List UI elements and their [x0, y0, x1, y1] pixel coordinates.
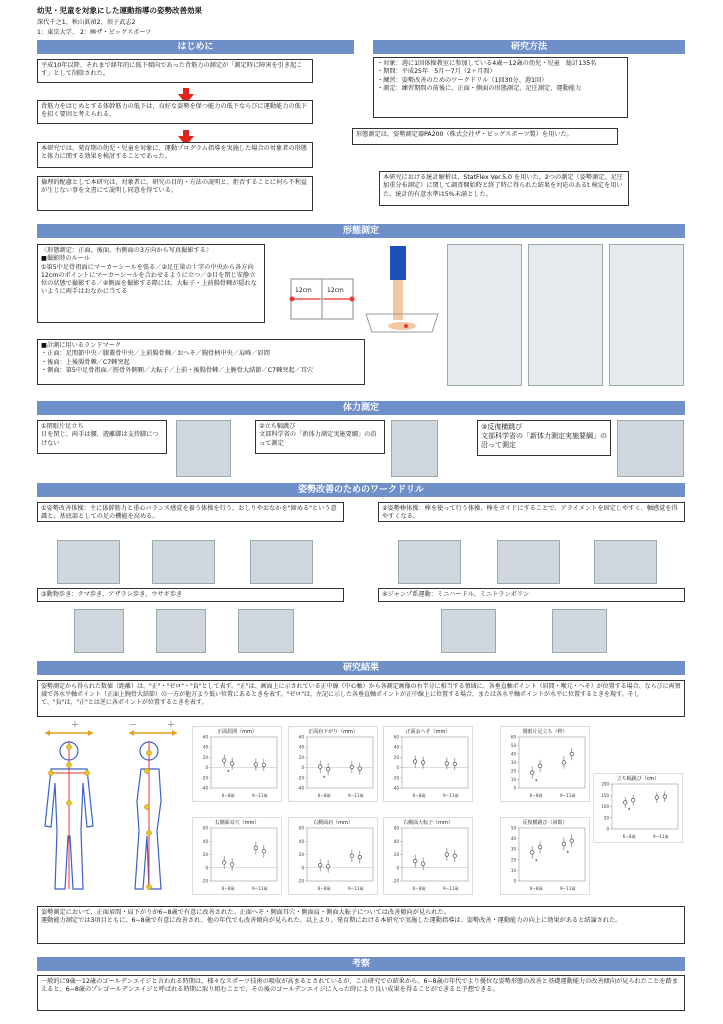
- plot-frame: [211, 737, 277, 788]
- chart-svg: [501, 727, 589, 801]
- x-tick-label: 6−8歳: [221, 886, 235, 891]
- methods-device: 形態測定は、姿勢測定器PA200（株式会社ザ・ビッグスポーツ製）を用いた。: [352, 128, 618, 145]
- chart-panel: [593, 773, 683, 843]
- data-point: [230, 863, 234, 867]
- plot-frame: [519, 737, 585, 788]
- drill-4: ④ジャンプ系運動：ミニハードル、ミニトランポリン: [378, 588, 685, 602]
- chart-svg: [594, 774, 682, 842]
- y-tick-label: 0: [301, 765, 304, 771]
- chart-title: 正面肩下がり（mm）: [308, 729, 358, 735]
- fitness-photo-2: [391, 420, 438, 477]
- drill-photo: [552, 609, 607, 653]
- y-tick-label: -40: [297, 785, 304, 791]
- y-tick-label: 20: [510, 768, 516, 774]
- foot-marker-svg: [289, 275, 355, 323]
- y-tick-label: 40: [202, 744, 208, 750]
- chart-title: 正面眉間（mm）: [217, 729, 257, 735]
- chart-svg: [193, 727, 281, 801]
- body-diagram-svg: [37, 721, 187, 896]
- drill-3: ③動物歩き：クマ歩き、アザラシ歩き、ウサギ歩き: [37, 588, 344, 602]
- x-tick-label: 9−11歳: [559, 886, 576, 891]
- data-point: [350, 765, 354, 769]
- x-tick-label: 9−11歳: [442, 793, 459, 798]
- y-tick-label: 60: [202, 734, 208, 740]
- methods-period: ・期間：平成25年 5月～7月（2ヶ月間）: [377, 68, 496, 76]
- drill-photo: [74, 609, 124, 653]
- data-point: [413, 760, 417, 764]
- data-point: [445, 853, 449, 857]
- y-tick-label: 0: [396, 865, 399, 871]
- drill-photo: [398, 540, 461, 584]
- methods-heading: 研究方法: [373, 40, 685, 54]
- y-tick-label: 60: [510, 734, 516, 740]
- y-tick-label: 40: [393, 744, 399, 750]
- fitness-test-3: ③反復横跳び 文部科学省の「新体力測定実施要綱」の沿って測定: [477, 420, 611, 456]
- data-point: [538, 845, 542, 849]
- data-point: [421, 862, 425, 866]
- plot-frame: [402, 737, 468, 788]
- data-point: [530, 771, 534, 775]
- plot-frame: [211, 828, 277, 881]
- drill-1: ①姿勢改善体操：主に体幹筋力と重心バランス感覚を養う体操を行う。おしりやおなかを"締める"という意識と、基底部としての足の機能を高める。: [37, 502, 344, 522]
- plot-frame: [307, 828, 373, 881]
- standing-figure-illustration: [362, 244, 442, 334]
- y-tick-label: 0: [606, 826, 609, 832]
- fitness-photo-1: [176, 420, 231, 477]
- data-point: [453, 762, 457, 766]
- y-tick-label: 60: [393, 825, 399, 831]
- y-tick-label: -20: [392, 878, 399, 884]
- data-point: [350, 854, 354, 858]
- fitness-heading: 体力測定: [37, 401, 685, 415]
- y-tick-label: 20: [298, 852, 304, 857]
- y-tick-label: 30: [510, 846, 516, 852]
- x-tick-label: 6−8歳: [221, 793, 235, 798]
- x-tick-label: 6−8歳: [622, 834, 636, 839]
- data-point: [570, 839, 574, 843]
- results-summary: 姿勢測定において、正面眉間・肩下がりが6−8歳で有意に改善された。正面へそ・側面耳穴・側面肩・側面大転子については改善傾向が見られた。 運動能力測定では3項目ともに、6−8歳で有意に改善され、他の年代でも改善傾向が見られた。以上より、発育期における本研究で実施した運動指導は、姿勢改善・運動能力の向上に効果があると結論された。: [37, 906, 685, 944]
- significance-mark: *: [534, 778, 538, 785]
- morph-rules: 〈形態測定：正面、後面、右側面の3方向から写真撮影する〉 ■撮影時のルール ①第5中足骨祖面にマーカーシールを張る／②足圧量の十字の中央から各方向12cmのポイントにマーカーシールを合わせるように立つ／③目を閉じ安静立位の状態で撮影する／④側面を撮影する際には、大転子・上前腸骨棘が隠れないように両手はおなかに当てる: [37, 244, 265, 323]
- intro-p4: 倫理的配慮として本研究は、対象者に、研究の目的・方法の説明と、拒否することに何ら不利益が生じない事を文書にて説明し同意を得ている。: [37, 176, 313, 211]
- chart-title: 閉眼片足立ち（秒）: [522, 729, 568, 735]
- data-point: [318, 765, 322, 769]
- y-tick-label: 20: [393, 754, 399, 760]
- significance-mark: *: [322, 775, 326, 782]
- drill-photo: [238, 609, 294, 653]
- dim-left: 12cm: [295, 287, 312, 294]
- plot-frame: [519, 828, 585, 881]
- data-point: [326, 767, 330, 771]
- results-heading: 研究結果: [37, 661, 685, 675]
- y-tick-label: 0: [205, 765, 208, 771]
- data-point: [453, 854, 457, 858]
- data-point: [421, 761, 425, 765]
- data-point: [230, 762, 234, 766]
- data-point: [318, 863, 322, 867]
- significance-mark: *: [534, 858, 538, 865]
- significance-mark: *: [627, 807, 631, 814]
- y-tick-label: 20: [393, 852, 399, 857]
- chart-svg: [384, 727, 472, 801]
- y-tick-label: 20: [298, 754, 304, 760]
- data-point: [358, 855, 362, 859]
- data-point: [530, 851, 534, 855]
- chart-title: 右側面肩（mm）: [313, 820, 353, 826]
- y-tick-label: 10: [510, 867, 516, 873]
- x-tick-label: 9−11歳: [652, 834, 669, 839]
- shorts-shape: [390, 246, 406, 280]
- y-tick-label: 0: [205, 865, 208, 871]
- y-tick-label: 50: [603, 815, 609, 821]
- chart-svg: [193, 818, 281, 894]
- chart-panel: [500, 817, 590, 895]
- y-tick-label: 40: [298, 838, 304, 844]
- significance-mark: *: [566, 850, 570, 857]
- drill-heading: 姿勢改善のためのワークドリル: [37, 483, 685, 497]
- data-point: [623, 801, 627, 805]
- y-tick-label: 60: [202, 825, 208, 831]
- y-tick-label: -20: [297, 878, 304, 884]
- data-point: [254, 763, 258, 767]
- intro-p3: 本研究では、発育期の幼児・児童を対象に、運動プログラム指導を実施した場合の対象者の形態と体力に関する効果を検討することであった。: [37, 142, 313, 168]
- methods-practice: ・練習：姿勢改善のためのワークドリル（1回30分、週1回）: [377, 76, 548, 84]
- y-tick-label: 20: [202, 852, 208, 857]
- data-point: [262, 849, 266, 853]
- chart-title: 右側面大転子（mm）: [403, 820, 453, 826]
- x-tick-label: 9−11歳: [347, 886, 364, 891]
- y-tick-label: 150: [601, 792, 609, 798]
- chart-svg: [501, 818, 589, 894]
- y-tick-label: 0: [513, 785, 516, 791]
- data-point: [663, 795, 667, 799]
- drill-photo: [594, 540, 657, 584]
- x-tick-label: 6−8歳: [317, 793, 331, 798]
- x-tick-label: 9−11歳: [442, 886, 459, 891]
- posture-photo-back: [528, 244, 603, 386]
- data-point: [538, 764, 542, 768]
- plot-frame: [612, 784, 678, 829]
- chart-panel: [500, 726, 590, 802]
- y-tick-label: 40: [510, 836, 516, 842]
- chart-svg: [384, 818, 472, 894]
- discussion-heading: 考察: [37, 957, 685, 971]
- y-tick-label: 200: [601, 781, 609, 787]
- plot-frame: [307, 737, 373, 788]
- data-point: [222, 759, 226, 763]
- body-diagram: [37, 721, 187, 896]
- x-tick-label: 9−11歳: [251, 886, 268, 891]
- posture-photo-side: [609, 244, 684, 386]
- data-point: [562, 842, 566, 846]
- plus-sign: ＋: [167, 720, 175, 729]
- methods-stats: 本研究における統計解析は、StatFlex Ver.5.0 を用いた。2つの測定（姿勢測定、足圧加重分布測定）に関して調査開始時と終了時に得られた結果を対応のあるt 検定を用いた。統計的有意水準は5%未満とした。: [379, 171, 629, 206]
- fitness-test-1: ①閉眼片足立ち 目を閉じ、両手は腰、遊離脚は支持脚につけない: [37, 420, 167, 454]
- y-tick-label: 60: [393, 734, 399, 740]
- y-tick-label: 0: [301, 865, 304, 871]
- methods-measure: ・測定：練習期間の前後に、正面・側面の形態測定、足圧測定、運動能力: [377, 84, 582, 92]
- results-intro: 姿勢測定から得られた数値（距離）は、"正"・"ゼロ"・"負"として表す。"正"は、画面上に示されている正中線（中心軸）から各測定画像の右半分に相当する領域に、各垂直軸ポイント（眉間・喉元・へそ）が位置する場合、ならびに両領域で各水平軸ポイント（正面上腕骨大結節）の一方が他方より低い位置にあるときを表す。"ゼロ"は、左記に示した各垂直軸ポイントが正中線上に位置する場合、または各水平軸ポイントが水平に位置するときを現す。そして、"負"は、"正"とは逆に各ポイントが位置するときを表す。: [37, 680, 685, 717]
- drill-photo: [152, 540, 215, 584]
- chart-panel: [192, 817, 282, 895]
- y-tick-label: 60: [298, 825, 304, 831]
- plus-sign: ＋: [71, 720, 79, 729]
- drill-photo: [441, 609, 496, 653]
- y-tick-label: -20: [201, 775, 208, 781]
- x-tick-label: 9−11歳: [559, 793, 576, 798]
- chart-panel: [288, 817, 378, 895]
- chart-panel: [383, 726, 473, 802]
- y-tick-label: 60: [298, 734, 304, 740]
- x-tick-label: 6−8歳: [412, 886, 426, 891]
- data-point: [570, 752, 574, 756]
- y-tick-label: 10: [510, 777, 516, 782]
- fitness-test-2: ②立ち幅跳び 文部科学省の「新体力測定実施要綱」の沿って測定: [255, 420, 385, 454]
- drill-photo: [57, 540, 120, 584]
- chart-panel: [288, 726, 378, 802]
- significance-mark: *: [226, 769, 230, 776]
- poster-title: 幼児・児童を対象にした運動指導の姿勢改善効果: [37, 6, 202, 15]
- drill-photo: [250, 540, 313, 584]
- data-point: [413, 859, 417, 863]
- y-tick-label: -20: [201, 878, 208, 884]
- posture-photo-front: [447, 244, 522, 386]
- affiliations: 1：東京大学、 2：㈱ザ・ビッグスポーツ: [37, 29, 152, 36]
- data-point: [262, 763, 266, 767]
- foot-marker-diagram: [289, 275, 355, 323]
- methods-list: [373, 57, 628, 118]
- data-point: [445, 762, 449, 766]
- y-tick-label: 50: [510, 825, 516, 831]
- drill-photo: [497, 540, 560, 584]
- drill-2: ②姿勢棒体操：棒を使って行う体操、棒をガイドにすることで、アライメントを固定しやすく、軸感覚を得やすくなる。: [378, 502, 685, 522]
- y-tick-label: -40: [201, 785, 208, 791]
- y-tick-label: -40: [392, 785, 399, 791]
- y-tick-label: 40: [202, 838, 208, 844]
- data-point: [655, 796, 659, 800]
- y-tick-label: 100: [601, 804, 609, 809]
- chart-title: 反復横跳び（回数）: [522, 820, 568, 826]
- x-tick-label: 9−11歳: [251, 793, 268, 798]
- y-tick-label: 40: [298, 744, 304, 750]
- x-tick-label: 6−8歳: [529, 793, 543, 798]
- chart-svg: [289, 818, 377, 894]
- chart-title: 正面おへそ（mm）: [405, 729, 451, 735]
- data-point: [631, 798, 635, 802]
- x-tick-label: 6−8歳: [317, 886, 331, 891]
- y-tick-label: 40: [510, 751, 516, 757]
- data-point: [562, 761, 566, 765]
- standing-figure-svg: [362, 244, 442, 334]
- y-tick-label: 40: [393, 838, 399, 844]
- drill-photo: [156, 609, 206, 653]
- methods-target: ・対象：週に1回体操教室に参加している4歳～12歳の幼児・児童 総計135名: [377, 60, 597, 67]
- minus-sign: －: [129, 720, 137, 729]
- fitness-photo-3: [617, 420, 684, 477]
- y-tick-label: 0: [396, 765, 399, 771]
- chart-panel: [192, 726, 282, 802]
- dim-right: 12cm: [327, 287, 344, 294]
- x-tick-label: 9−11歳: [347, 793, 364, 798]
- y-tick-label: -20: [392, 775, 399, 781]
- data-point: [358, 767, 362, 771]
- y-tick-label: 50: [510, 743, 516, 748]
- data-point: [222, 861, 226, 865]
- chart-title: 右側面耳穴（mm）: [214, 820, 260, 826]
- y-tick-label: 20: [510, 857, 516, 863]
- plot-frame: [402, 828, 468, 881]
- chart-panel: [383, 817, 473, 895]
- morph-landmarks: ■計測に用いるランドマーク ・正面：足関節中央／膝蓋骨中央／上前腸骨棘／おへそ／胸骨柄中央／肩峰／眉間 ・後面：上後腸骨棘／C7棘突起 ・側面：第5中足骨祖面／脛骨外側顆／大転子／上前・後腸骨棘／上腕骨大結節／C7棘突起／耳穴: [37, 339, 365, 385]
- intro-p1: 平成10年以降、それまで経年的に低下傾向であった背筋力の測定が「測定時に障害を引き起こす」として削除された。: [37, 59, 313, 83]
- x-tick-label: 6−8歳: [529, 886, 543, 891]
- data-point: [326, 865, 330, 869]
- authors: 深代千之1、秋山眞禎2、須子武志2: [37, 19, 136, 26]
- y-tick-label: 30: [510, 760, 516, 765]
- x-tick-label: 6−8歳: [412, 793, 426, 798]
- intro-heading: はじめに: [37, 40, 354, 54]
- chart-title: 立ち幅跳び（cm）: [616, 776, 660, 782]
- data-point: [254, 846, 258, 850]
- y-tick-label: -20: [297, 775, 304, 781]
- discussion-text: 一般的に9歳～12歳のゴールデンエイジと言われる時期は、様々なスポーツ技術の吸収が高まるとされているが、この研究での結果から、6−8歳の年代でより優位な姿勢形態の改善と基礎運動能力の改善傾向が見られたことを踏まえると、6−8歳のプレゴールデンエイジと呼ばれる時期に取り組むことで、その後のゴールデンエイジに入った時により良い成果を得ることができると予想できる。: [37, 975, 685, 1011]
- y-tick-label: 0: [513, 878, 516, 884]
- intro-p2: 背筋力をはじめとする体幹筋力の低下は，良好な姿勢を保つ能力の低下ならびに運動能力の低下を招く要因と考えられる。: [37, 100, 313, 124]
- morph-heading: 形態測定: [37, 224, 685, 238]
- chart-svg: [289, 727, 377, 801]
- y-tick-label: 20: [202, 754, 208, 760]
